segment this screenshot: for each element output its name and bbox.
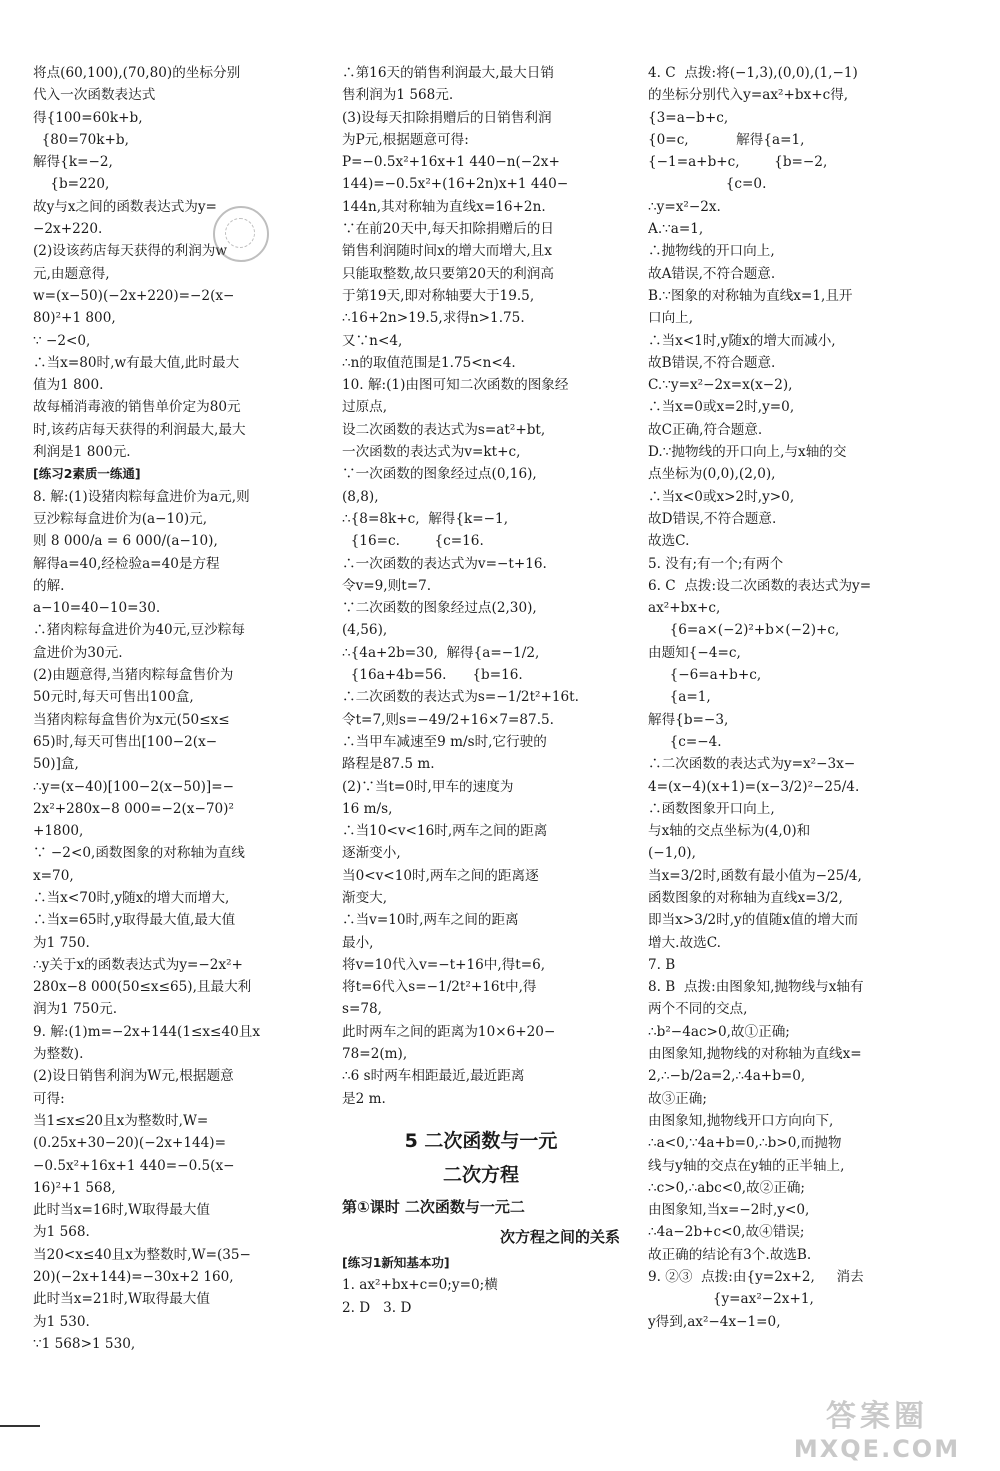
text-line: −2x+220. [33, 221, 103, 238]
text-line: a−10=40−10=30. [33, 600, 161, 617]
text-line: 16 m/s, [342, 800, 393, 817]
lesson-title-line-2: 次方程之间的关系 [499, 1227, 620, 1246]
text-line: 故D错误,不符合题意. [648, 510, 777, 527]
text-line: 此时两车之间的距离为10×6+20− [342, 1023, 556, 1040]
text-line: 即当x>3/2时,y的值随x值的增大而 [648, 912, 859, 929]
text-line: 故③正确; [648, 1090, 707, 1107]
text-line: 故B错误,不符合题意. [648, 354, 776, 371]
text-line: 解得{k=−2, [33, 154, 113, 171]
text-line: ∴二次函数的表达式为s=−1/2t²+16t. [342, 689, 579, 706]
text-line: (4,56), [342, 622, 388, 639]
text-line: {6=a×(−2)²+b×(−2)+c, [648, 622, 840, 639]
text-line: 函数图象的对称轴为直线x=3/2, [648, 889, 843, 906]
text-line: 将v=10代入v=−t+16中,得t=6, [342, 956, 546, 973]
text-line: (3)设每天扣除捐赠后的日销售利润 [342, 109, 552, 126]
chapter-title-line-1: 5 二次函数与一元 [404, 1129, 558, 1152]
text-line: 由图象知,抛物线的对称轴为直线x= [648, 1046, 862, 1063]
text-line: 润为1 750元. [33, 1001, 118, 1018]
right-column [648, 62, 918, 1333]
text-line: {3=a−b+c, [648, 109, 729, 126]
text-line: A.∵a=1, [648, 221, 704, 238]
text-line: ∴当x=0或x=2时,y=0, [648, 399, 795, 416]
text-line: ∵ −2<0,函数图象的对称轴为直线 [33, 845, 245, 862]
text-line: 由图象知,当x=−2时,y<0, [648, 1202, 810, 1219]
text-line: ∵二次函数的图象经过点(2,30), [342, 600, 537, 617]
text-line: 4=(x−4)(x+1)=(x−3/2)²−25/4. [648, 778, 860, 795]
text-line: ∴当x=65时,y取得最大值,最大值 [33, 912, 236, 929]
text-line: {c=−4. [648, 733, 722, 750]
text-line: 1. ax²+bx+c=0;y=0;横 [342, 1277, 498, 1294]
text-line: ∵在前20天中,每天扣除捐赠后的日 [342, 221, 554, 238]
text-line: 为1 568. [33, 1224, 90, 1241]
text-line: 代入一次函数表达式 [33, 87, 156, 104]
text-line: 的解. [33, 577, 65, 594]
text-line: 故正确的结论有3个.故选B. [648, 1246, 812, 1263]
middle-column-solutions [342, 62, 620, 1110]
text-line: ∴当10<v<16时,两车之间的距离 [342, 823, 548, 840]
text-line: 8. B 点拨:由图象知,抛物线与x轴有 [648, 979, 864, 996]
text-line: 元,由题意得, [33, 265, 110, 282]
text-line: ∴y=x²−2x. [648, 198, 721, 215]
text-line: {−6=a+b+c, [648, 667, 762, 684]
text-line: (2)由题意得,当猪肉粽每盒售价为 [33, 667, 234, 684]
text-line: 为整数). [33, 1046, 84, 1063]
text-line: 当x=3/2时,函数有最小值为−25/4, [648, 867, 862, 884]
text-line: (2)∵当t=0时,甲车的速度为 [342, 778, 514, 795]
text-line: 于第19天,即对称轴要大于19.5, [342, 287, 535, 304]
text-line: 设二次函数的表达式为s=at²+bt, [342, 421, 546, 438]
text-line: 4. C 点拨:将(−1,3),(0,0),(1,−1) [648, 65, 858, 81]
text-line: ∴{4a+2b=30, 解得{a=−1/2, [342, 644, 540, 661]
text-line: 则 8 000/a = 6 000/(a−10), [33, 533, 218, 550]
stamp-seal-icon [213, 206, 269, 262]
text-line: 为1 530. [33, 1313, 90, 1330]
text-line: D.∵抛物线的开口向上,与x轴的交 [648, 444, 847, 461]
text-line: 5. 没有;有一个;有两个 [648, 555, 784, 572]
text-line: 由题知{−4=c, [648, 644, 741, 661]
text-line: 又∵n<4, [342, 332, 403, 349]
text-line: ∴一次函数的表达式为v=−t+16. [342, 555, 547, 572]
text-line: ∴当x<0或x>2时,y>0, [648, 488, 795, 505]
text-line: [练习1新知基本功] [342, 1254, 450, 1270]
text-line: {16a+4b=56. {b=16. [342, 667, 523, 684]
text-line: P=−0.5x²+16x+1 440−n(−2x+ [342, 154, 560, 171]
text-line: 2x²+280x−8 000=−2(x−70)² [33, 800, 234, 817]
text-line: 故y与x之间的函数表达式为y= [33, 198, 217, 215]
text-line: 只能取整数,故只要第20天的利润高 [342, 265, 554, 282]
text-line: {0=c, 解得{a=1, [648, 131, 805, 148]
text-line: 可得: [33, 1090, 65, 1107]
text-line: 78=2(m), [342, 1046, 408, 1063]
text-line: ∵ −2<0, [33, 332, 91, 349]
text-line: ∴二次函数的表达式为y=x²−3x− [648, 756, 856, 773]
text-line: ∴函数图象开口向上, [648, 800, 775, 817]
text-line: 故C正确,符合题意. [648, 421, 763, 438]
text-line: ∴第16天的销售利润最大,最大日销 [342, 65, 554, 81]
text-line: 2,∴−b/2a=2,∴4a+b=0, [648, 1068, 806, 1085]
text-line: 当20<x≤40且x为整数时,W=(35− [33, 1246, 251, 1263]
text-line: ∵一次函数的图象经过点(0,16), [342, 466, 537, 483]
text-line: 售利润为1 568元. [342, 87, 454, 104]
text-line: 解得{b=−3, [648, 711, 729, 728]
chapter-title-line-2: 二次方程 [442, 1163, 519, 1186]
text-line: 渐变大, [342, 889, 388, 906]
text-line: ∴b²−4ac>0,故①正确; [648, 1023, 790, 1040]
text-line: 65)时,每天可售出[100−2(x− [33, 733, 218, 750]
text-line: ∴y=(x−40)[100−2(x−50)]=− [33, 778, 235, 795]
text-line: 一次函数的表达式为v=kt+c, [342, 444, 521, 461]
text-line: +1800, [33, 823, 84, 840]
middle-column [342, 62, 620, 1319]
text-line: 值为1 800. [33, 377, 104, 394]
text-line: 2. D 3. D [342, 1299, 412, 1316]
text-line: (2)设日销售利润为W元,根据题意 [33, 1068, 234, 1085]
text-line: 的坐标分别代入y=ax²+bx+c得, [648, 87, 849, 104]
text-line: 点坐标为(0,0),(2,0), [648, 466, 776, 483]
text-line: 144n,其对称轴为直线x=16+2n. [342, 198, 546, 215]
text-line: 是2 m. [342, 1090, 386, 1107]
text-line: x=70, [33, 867, 74, 884]
text-line: 此时当x=16时,W取得最大值 [33, 1202, 210, 1219]
text-line: 利润是1 800元. [33, 444, 131, 461]
text-line: (2)设该药店每天获得的利润为w [33, 243, 228, 260]
text-line: ∴a<0,∵4a+b=0,∴b>0,而抛物 [648, 1135, 842, 1152]
text-line: 线与y轴的交点在y轴的正半轴上, [648, 1157, 845, 1174]
text-line: ∴抛物线的开口向上, [648, 243, 775, 260]
text-line: B.∵图象的对称轴为直线x=1,且开 [648, 287, 853, 304]
text-line: 280x−8 000(50≤x≤65),且最大利 [33, 979, 252, 996]
text-line: ∴当v=10时,两车之间的距离 [342, 912, 519, 929]
watermark-logo [772, 1399, 982, 1465]
text-line: 路程是87.5 m. [342, 756, 435, 773]
text-line: {c=0. [648, 176, 767, 193]
text-line: ∵1 568>1 530, [33, 1335, 136, 1352]
text-line: C.∵y=x²−2x=x(x−2), [648, 377, 793, 394]
text-line: {−1=a+b+c, {b=−2, [648, 154, 828, 171]
text-line: 为P元,根据题意可得: [342, 131, 469, 148]
text-line: 16)²+1 568, [33, 1179, 116, 1196]
text-line: 时,该药店每天获得的利润最大,最大 [33, 421, 246, 438]
text-line: {b=220, [33, 176, 110, 193]
text-line: 将t=6代入s=−1/2t²+16t中,得 [342, 979, 537, 996]
text-line: (8,8), [342, 488, 379, 505]
text-line: ∴c>0,∴abc<0,故②正确; [648, 1179, 806, 1196]
text-line: 故每桶消毒液的销售单价定为80元 [33, 399, 241, 416]
text-line: 为1 750. [33, 934, 90, 951]
text-line: w=(x−50)(−2x+220)=−2(x− [33, 287, 235, 304]
watermark-top-text: 答案圈 [826, 1399, 928, 1434]
text-line: 与x轴的交点坐标为(4,0)和 [648, 823, 811, 840]
text-line: s=78, [342, 1001, 382, 1018]
text-line: 增大.故选C. [648, 934, 721, 951]
text-line: {y=ax²−2x+1, [648, 1291, 814, 1308]
text-line: ∴n的取值范围是1.75<n<4. [342, 354, 516, 371]
text-line: 10. 解:(1)由图可知二次函数的图象经 [342, 377, 569, 394]
text-line: 当1≤x≤20且x为整数时,W= [33, 1112, 209, 1129]
text-line: ∴16+2n>19.5,求得n>1.75. [342, 310, 525, 327]
text-line: 故A错误,不符合题意. [648, 265, 776, 282]
text-line: ∴4a−2b+c<0,故④错误; [648, 1224, 805, 1241]
text-line: 当猪肉粽每盒售价为x元(50≤x≤ [33, 711, 230, 728]
text-line: 7. B [648, 956, 676, 973]
text-line: {80=70k+b, [33, 131, 129, 148]
text-line: 20)(−2x+144)=−30x+2 160, [33, 1269, 234, 1286]
text-line: 由图象知,抛物线开口方向向下, [648, 1112, 834, 1129]
text-line: 两个不同的交点, [648, 1001, 748, 1018]
text-line: ∴y关于x的函数表达式为y=−2x²+ [33, 956, 243, 973]
text-line: ∴当x<1时,y随x的增大而减小, [648, 332, 836, 349]
footer-rule [0, 1425, 40, 1427]
text-line: 盒进价为30元. [33, 644, 123, 661]
text-line: 得{100=60k+b, [33, 109, 143, 126]
text-line: 解得a=40,经检验a=40是方程 [33, 555, 220, 572]
text-line: 此时当x=21时,W取得最大值 [33, 1291, 210, 1308]
text-line: 口向上, [648, 310, 694, 327]
watermark-bottom-text: MXQE.COM [793, 1435, 961, 1463]
text-line: (0.25x+30−20)(−2x+144)= [33, 1135, 226, 1152]
text-line: 将点(60,100),(70,80)的坐标分别 [33, 65, 241, 81]
text-line: 80)²+1 800, [33, 310, 116, 327]
spacer [342, 1110, 620, 1124]
text-line: 当0<v<10时,两车之间的距离逐 [342, 867, 539, 884]
text-line: 令v=9,则t=7. [342, 577, 432, 594]
text-line: 50)]盒, [33, 756, 79, 773]
text-line: 逐渐变小, [342, 845, 401, 862]
text-line: ∴当甲车减速至9 m/s时,它行驶的 [342, 733, 547, 750]
lesson-title-line-1: 第①课时 二次函数与一元二 [342, 1197, 525, 1216]
text-line: −0.5x²+16x+1 440=−0.5(x− [33, 1157, 235, 1174]
text-line: 最小, [342, 934, 374, 951]
middle-column-exercises [342, 1252, 620, 1319]
text-line: y得到,ax²−4x−1=0, [648, 1313, 781, 1330]
text-line: ∴{8=8k+c, 解得{k=−1, [342, 510, 509, 527]
text-line: 9. ②③ 点拨:由{y=2x+2, 消去 [648, 1269, 864, 1286]
left-column [33, 62, 311, 1355]
text-line: ∴猪肉粽每盒进价为40元,豆沙粽每 [33, 622, 245, 639]
text-line: ∴6 s时两车相距最近,最近距离 [342, 1068, 525, 1085]
text-line: {16=c. {c=16. [342, 533, 484, 550]
text-line: 8. 解:(1)设猪肉粽每盒进价为a元,则 [33, 488, 250, 505]
text-line: 令t=7,则s=−49/2+16×7=87.5. [342, 711, 554, 728]
text-line: ∴当x<70时,y随x的增大而增大, [33, 889, 230, 906]
text-line: 过原点, [342, 399, 388, 416]
text-line: 6. C 点拨:设二次函数的表达式为y= [648, 577, 872, 594]
text-line: 豆沙粽每盒进价为(a−10)元, [33, 510, 208, 527]
text-line: 9. 解:(1)m=−2x+144(1≤x≤40且x [33, 1023, 260, 1040]
text-line: ax²+bx+c, [648, 600, 721, 617]
text-line: 销售利润随时间x的增大而增大,且x [342, 243, 552, 260]
text-line: ∴当x=80时,w有最大值,此时最大 [33, 354, 240, 371]
text-line: 144)=−0.5x²+(16+2n)x+1 440− [342, 176, 569, 193]
text-line: {a=1, [648, 689, 711, 706]
text-line: [练习2素质一练通] [33, 466, 141, 482]
text-line: 故选C. [648, 533, 690, 550]
text-line: 50元时,每天可售出100盒, [33, 689, 194, 706]
text-line: (−1,0), [648, 845, 696, 862]
